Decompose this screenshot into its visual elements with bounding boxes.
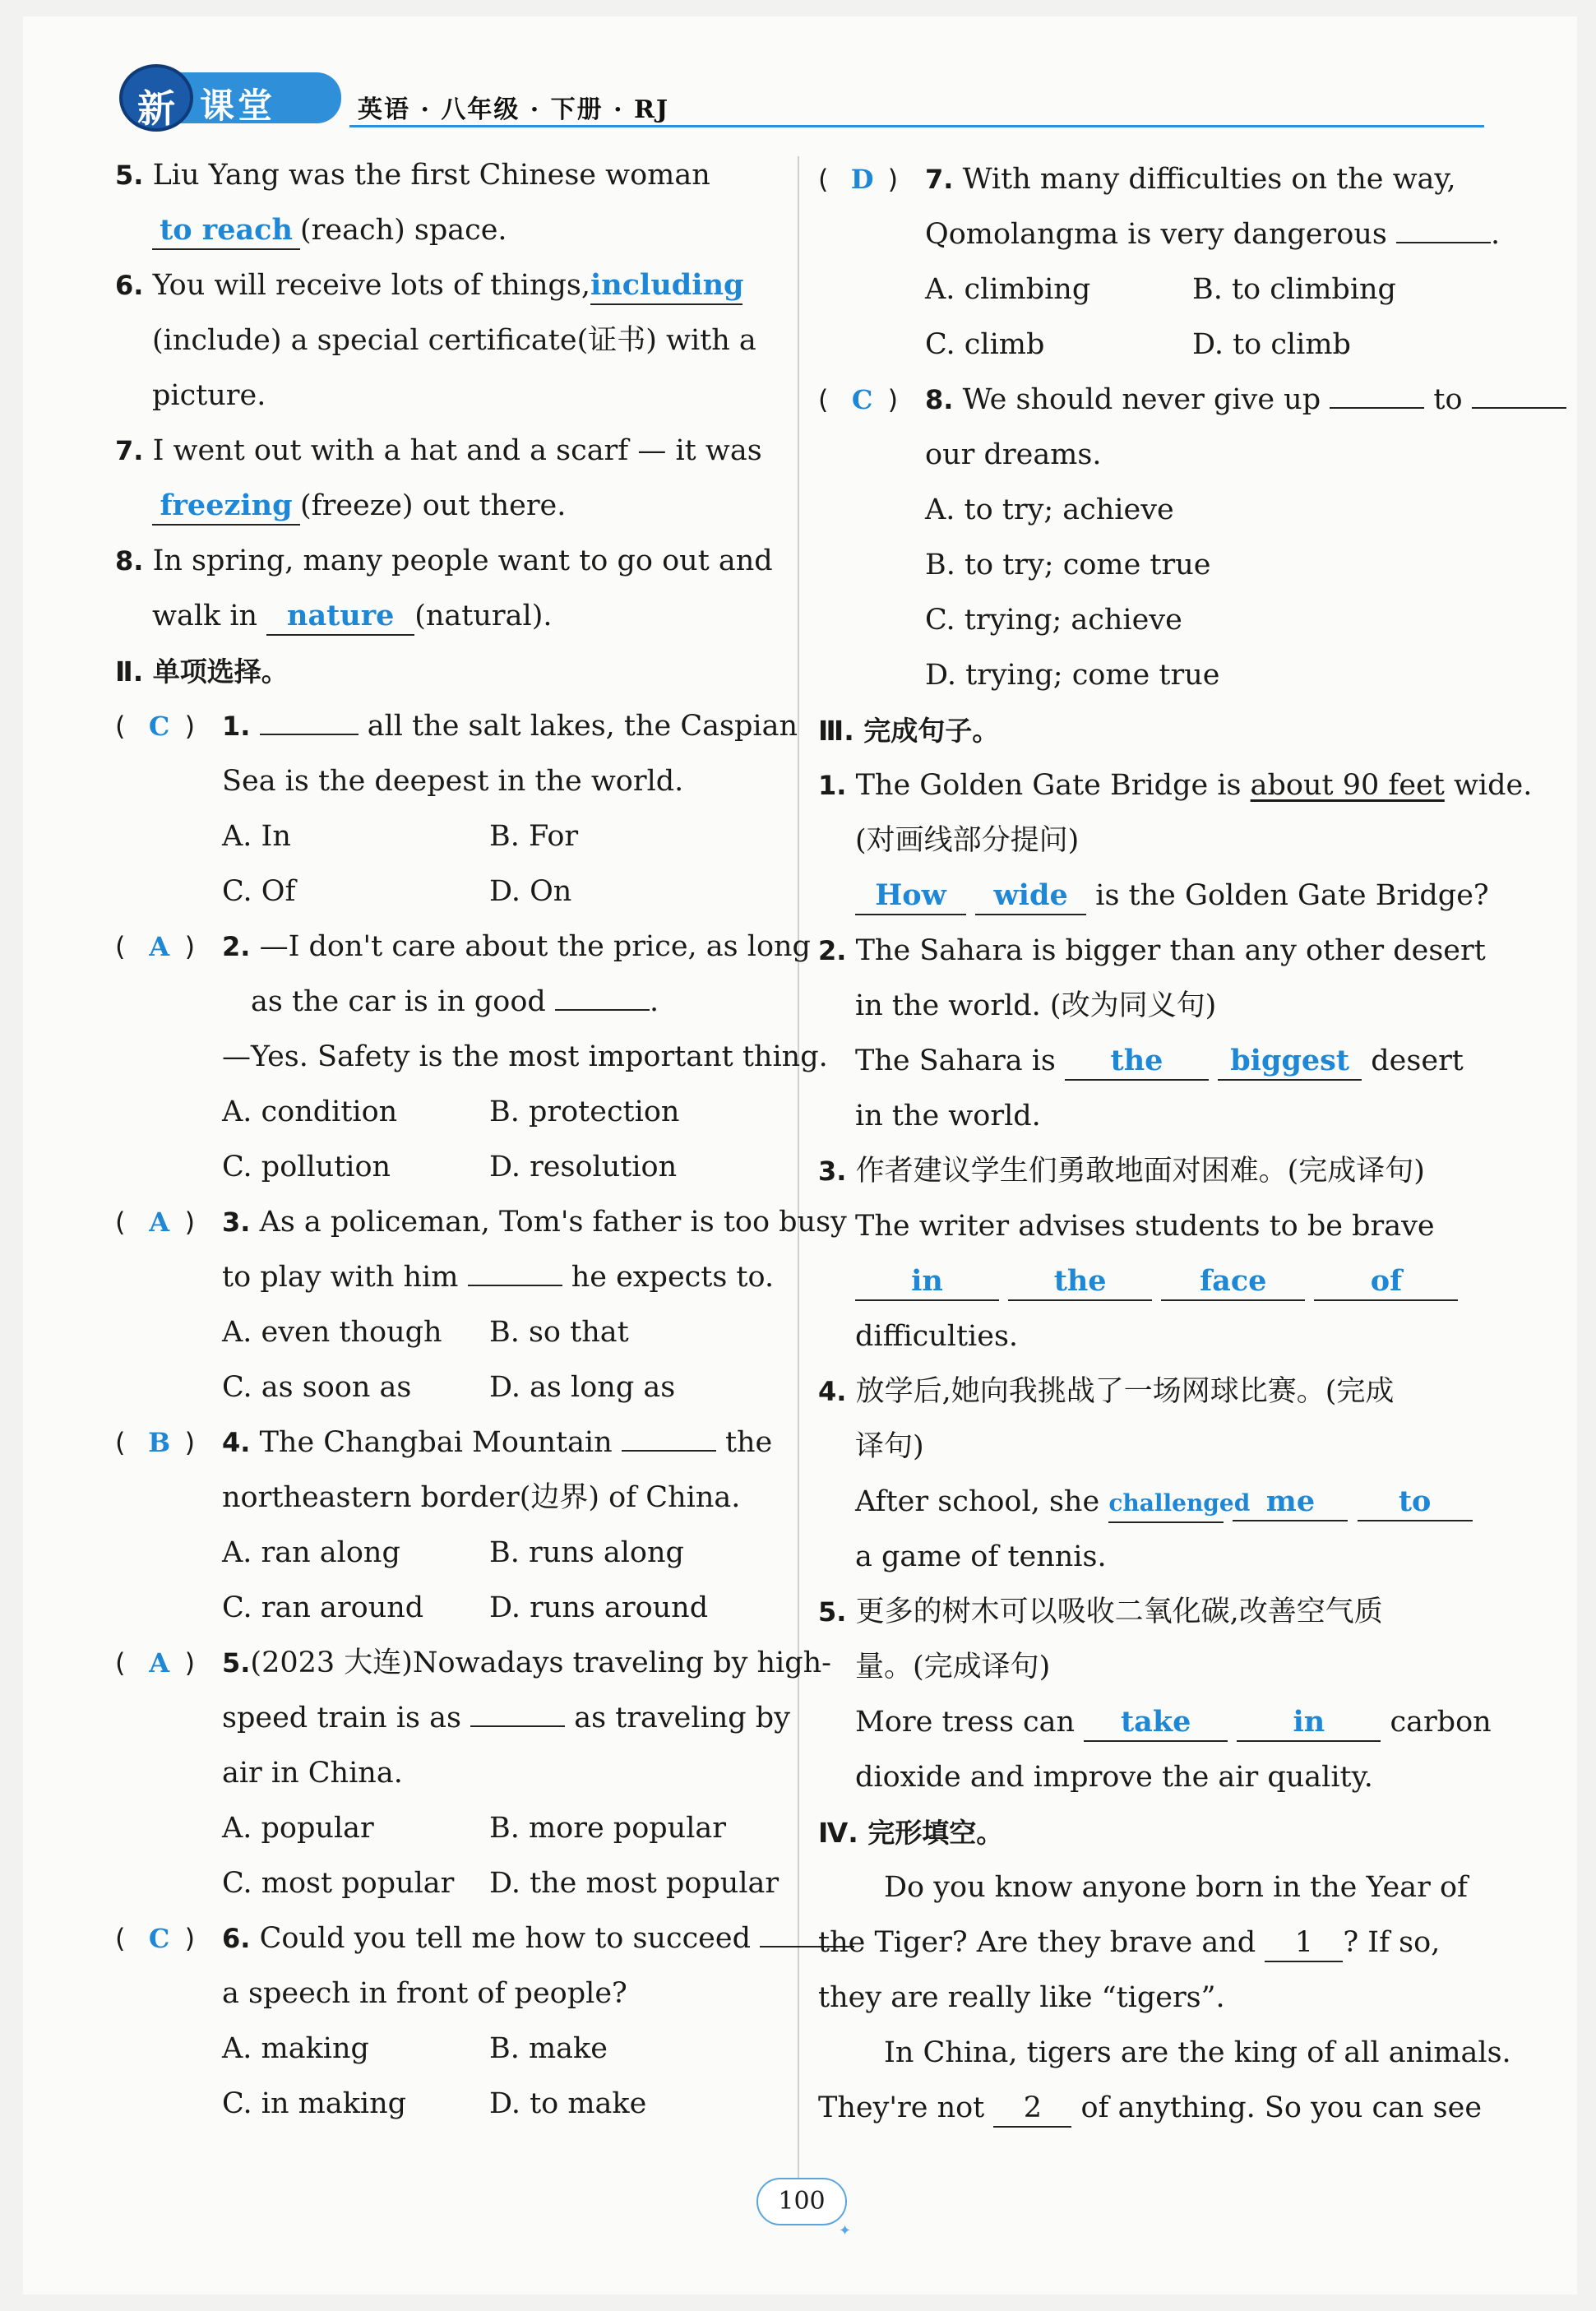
mc7-options-cd: C. climb D. to climb — [925, 328, 1351, 361]
mc8-line1: ( C ) 8. We should never give up to — [818, 373, 1480, 428]
section-title-2: Ⅱ. 单项选择。 — [115, 655, 289, 688]
mc2-options-ab: A. condition B. protection — [222, 1095, 680, 1128]
mc4-line2: northeastern border(边界) of China. — [222, 1481, 741, 1514]
s3-answer-4[interactable]: of — [1314, 1265, 1458, 1301]
mc2-options-cd: C. pollution D. resolution — [222, 1151, 678, 1183]
q8-answer[interactable]: nature — [266, 600, 414, 636]
mc2-line2: as the car is in good . — [115, 975, 773, 1030]
mc3-line1: ( A ) 3. As a policeman, Tom's father is too busy — [115, 1195, 773, 1250]
mc1-line2: Sea is the deepest in the world. — [222, 765, 684, 798]
mc2-line1: ( A ) 2. —I don't care about the price, as long — [115, 919, 773, 975]
s2-line4: in the world. — [855, 1100, 1041, 1132]
mc5-answer[interactable]: A — [149, 1647, 170, 1679]
right-column — [818, 152, 1533, 2136]
s5-line2: 量。(完成译句) — [855, 1651, 1051, 1683]
mc5-line3: air in China. — [222, 1757, 403, 1790]
mc8-option-a[interactable]: A. to try; achieve — [925, 493, 1174, 526]
mc7-blank — [1396, 207, 1491, 243]
mc2-answer[interactable]: A — [149, 931, 170, 962]
s2-line1: 2. The Sahara is bigger than any other desert — [818, 934, 1486, 967]
mc1-line1: ( C ) 1. all the salt lakes, the Caspian — [115, 699, 773, 754]
mc5-options-ab: A. popular B. more popular — [222, 1812, 727, 1845]
mc4-answer[interactable]: B — [148, 1427, 171, 1458]
mc4-options-cd: C. ran around D. runs around — [222, 1591, 709, 1624]
column-divider — [798, 156, 799, 2212]
s2-line2: in the world. (改为同义句) — [855, 989, 1217, 1022]
q7-answer[interactable]: freezing — [152, 489, 300, 526]
mc8-option-c[interactable]: C. trying; achieve — [925, 604, 1182, 637]
mc2-blank — [555, 975, 650, 1011]
q6-line3: picture. — [152, 379, 266, 412]
q5-line2: to reach (reach) space. — [115, 203, 773, 258]
s2-answer-2[interactable]: biggest — [1218, 1044, 1362, 1081]
mc5-blank — [470, 1691, 565, 1727]
mc8-option-b[interactable]: B. to try; come true — [925, 549, 1211, 581]
q6-line2: (include) a special certificate(证书) with a — [152, 324, 756, 357]
mc8-blank-1 — [1330, 373, 1424, 409]
mc7-line1: ( D ) 7. With many difficulties on the way, — [818, 152, 1480, 207]
s3-answer-3[interactable]: face — [1161, 1265, 1305, 1301]
s4-answer-line: After school, she challenged me to — [818, 1475, 1480, 1530]
section-title-3: Ⅲ. 完成句子。 — [818, 715, 1000, 747]
left-column — [115, 148, 847, 2132]
q8-line1: 8. In spring, many people want to go out and — [115, 544, 773, 577]
s3-answer-1[interactable]: in — [855, 1265, 999, 1301]
q5-answer[interactable]: to reach — [152, 214, 300, 250]
s4-line2: 译句) — [855, 1430, 924, 1463]
mc6-answer[interactable]: C — [148, 1923, 170, 1954]
mc3-answer[interactable]: A — [149, 1206, 170, 1238]
mc6-options-cd: C. in making D. to make — [222, 2087, 647, 2120]
s4-line4: a game of tennis. — [855, 1540, 1107, 1573]
s3-line2: The writer advises students to be brave — [855, 1210, 1435, 1243]
s4-line1: 4. 放学后,她向我挑战了一场网球比赛。(完成 — [818, 1375, 1395, 1408]
mc3-line2: to play with him he expects to. — [115, 1250, 773, 1305]
s3-line4: difficulties. — [855, 1320, 1019, 1353]
header-rule — [349, 125, 1484, 127]
mc1-blank — [260, 699, 359, 735]
cloze-line2: the Tiger? Are they brave and 1 ? If so, — [818, 1915, 1480, 1971]
q7-line1: 7. I went out with a hat and a scarf — it was — [115, 434, 762, 467]
s1-answer-1[interactable]: How — [855, 879, 966, 915]
mc3-options-cd: C. as soon as D. as long as — [222, 1371, 676, 1404]
mc2-line3: —Yes. Safety is the most important thing. — [222, 1040, 828, 1073]
logo-text: 课堂 — [200, 86, 276, 126]
mc6-options-ab: A. making B. make — [222, 2032, 608, 2065]
cloze-blank-2[interactable]: 2 — [993, 2091, 1071, 2128]
mc7-line2: Qomolangma is very dangerous . — [818, 207, 1480, 262]
s3-line1: 3. 作者建议学生们勇敢地面对困难。(完成译句) — [818, 1155, 1425, 1188]
mc8-line2: our dreams. — [925, 438, 1102, 471]
mc3-options-ab: A. even though B. so that — [222, 1316, 629, 1349]
q6-answer[interactable]: including — [590, 269, 742, 305]
s3-answer-2[interactable]: the — [1008, 1265, 1152, 1301]
mc8-blank-2 — [1472, 373, 1566, 409]
mc7-options-ab: A. climbing B. to climbing — [925, 273, 1396, 306]
logo-char: 新 — [137, 86, 175, 131]
series-logo — [119, 64, 341, 132]
book-subtitle: 英语 · 八年级 · 下册 · RJ — [358, 95, 670, 124]
mc1-answer[interactable]: C — [148, 711, 170, 742]
mc4-options-ab: A. ran along B. runs along — [222, 1536, 684, 1569]
mc8-answer[interactable]: C — [851, 384, 873, 415]
s1-line1: 1. The Golden Gate Bridge is about 90 feet wide. — [818, 769, 1533, 802]
s1-answer-line: How wide is the Golden Gate Bridge? — [818, 868, 1480, 924]
page-number: 100 ✦ — [756, 2178, 847, 2225]
sparkle-icon: ✦ — [839, 2222, 852, 2239]
mc5-options-cd: C. most popular D. the most popular — [222, 1867, 779, 1900]
q8-line2: walk in nature (natural). — [115, 589, 773, 644]
s2-answer-1[interactable]: the — [1065, 1044, 1209, 1081]
s1-note: (对画线部分提问) — [855, 824, 1080, 857]
s5-line4: dioxide and improve the air quality. — [855, 1761, 1373, 1794]
s2-answer-line: The Sahara is the biggest desert — [818, 1034, 1480, 1089]
s5-line1: 5. 更多的树木可以吸收二氧化碳,改善空气质 — [818, 1595, 1383, 1628]
cloze-line3: they are really like “tigers”. — [818, 1981, 1225, 2014]
mc6-line2: a speech in front of people? — [222, 1977, 627, 2010]
cloze-line4: In China, tigers are the king of all animals. — [884, 2036, 1511, 2069]
cloze-blank-1[interactable]: 1 — [1265, 1926, 1343, 1962]
mc4-blank — [622, 1415, 716, 1452]
mc5-line2: speed train is as as traveling by — [115, 1691, 773, 1746]
mc5-line1: ( A ) 5.(2023 大连)Nowadays traveling by high- — [115, 1636, 773, 1691]
s3-answer-line — [818, 1254, 1480, 1309]
mc3-blank — [468, 1250, 562, 1286]
s5-answer-1[interactable]: take — [1084, 1706, 1228, 1742]
q7-line2: freezing (freeze) out there. — [115, 479, 773, 534]
q6-line1: 6. You will receive lots of things,including — [115, 258, 773, 313]
cloze-line5: They're not 2 of anything. So you can see — [818, 2081, 1480, 2136]
page-header — [111, 58, 1484, 140]
s4-answer-2[interactable]: me — [1233, 1485, 1348, 1521]
section-title-4: Ⅳ. 完形填空。 — [818, 1817, 1004, 1849]
s5-answer-line: More tress can take in carbon — [818, 1695, 1480, 1750]
mc7-answer[interactable]: D — [850, 164, 874, 195]
s1-answer-2[interactable]: wide — [975, 879, 1086, 915]
s5-answer-2[interactable]: in — [1237, 1706, 1381, 1742]
q5-line1: 5. Liu Yang was the first Chinese woman — [115, 159, 710, 192]
cloze-line1: Do you know anyone born in the Year of — [884, 1871, 1469, 1904]
mc1-options-ab: A. In B. For — [222, 820, 579, 853]
mc8-option-d[interactable]: D. trying; come true — [925, 659, 1220, 692]
mc6-line1: ( C ) 6. Could you tell me how to succeed — [115, 1911, 773, 1966]
s4-answer-1[interactable]: challenged — [1108, 1487, 1224, 1523]
mc4-line1: ( B ) 4. The Changbai Mountain the — [115, 1415, 773, 1470]
mc1-options-cd: C. Of D. On — [222, 875, 572, 908]
s4-answer-3[interactable]: to — [1358, 1485, 1473, 1521]
